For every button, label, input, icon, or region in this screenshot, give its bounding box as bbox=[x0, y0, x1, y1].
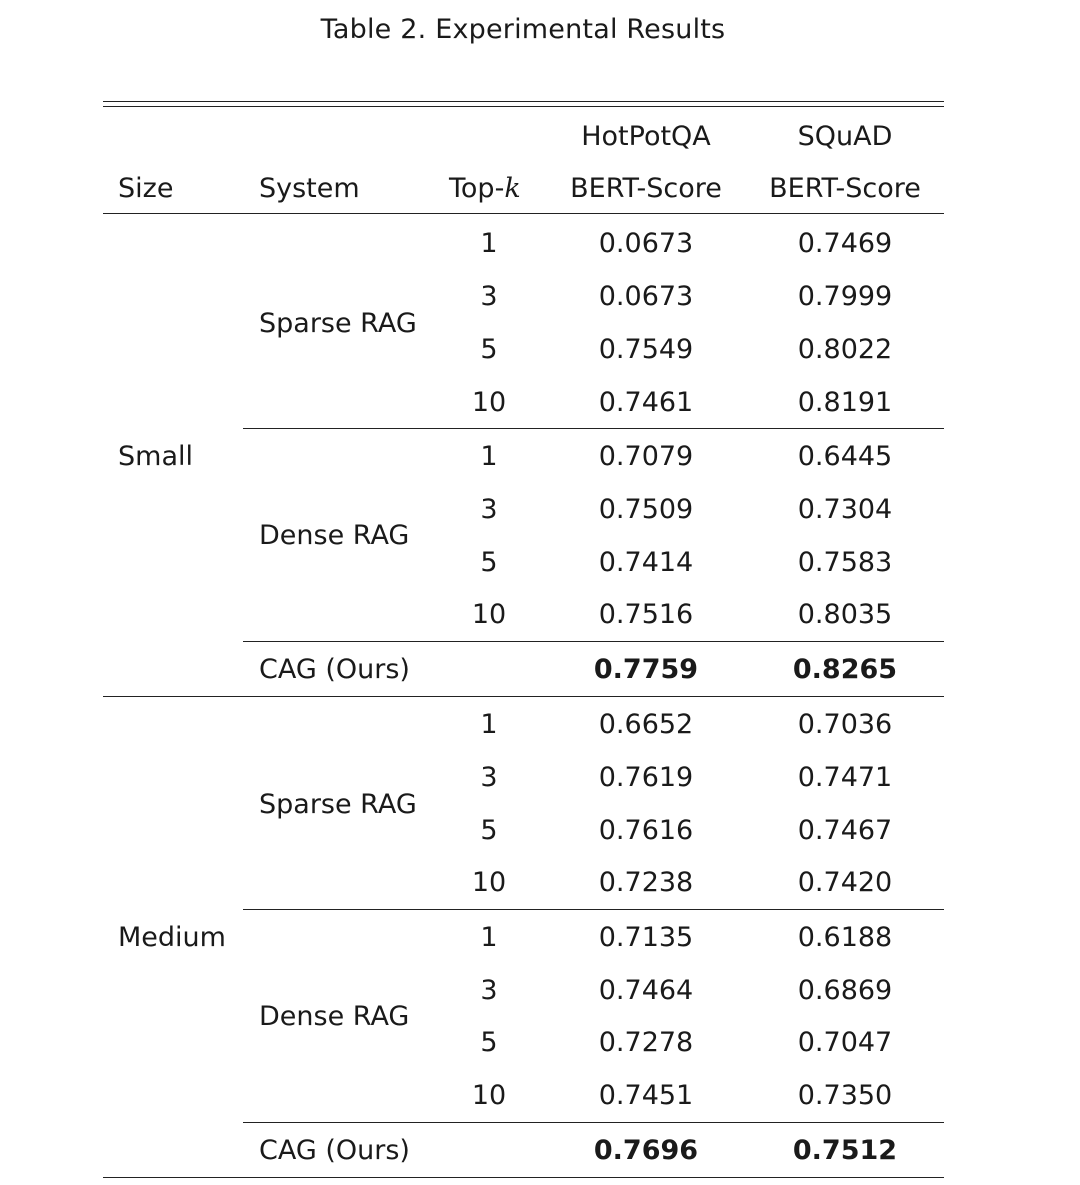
squad-score-cell: 0.8191 bbox=[797, 387, 893, 418]
header-hotpot-metric: BERT-Score bbox=[570, 173, 722, 204]
header-system: System bbox=[259, 173, 360, 204]
squad-score-cell: 0.7469 bbox=[797, 228, 893, 259]
header-topk bbox=[449, 173, 521, 205]
topk-cell: 3 bbox=[480, 494, 498, 525]
topk-cell: 3 bbox=[480, 762, 498, 793]
hotpot-score-cell: 0.7619 bbox=[598, 762, 694, 793]
squad-score-cell: 0.7047 bbox=[797, 1027, 893, 1058]
squad-score-cell-best: 0.7512 bbox=[792, 1135, 898, 1166]
system-divider-rule bbox=[243, 428, 944, 429]
squad-score-cell: 0.8035 bbox=[797, 599, 893, 630]
hotpot-score-cell: 0.7135 bbox=[598, 922, 694, 953]
system-label-dense-rag: Dense RAG bbox=[259, 520, 410, 551]
topk-cell: 3 bbox=[480, 975, 498, 1006]
topk-cell: 1 bbox=[480, 709, 498, 740]
hotpot-score-cell-best: 0.7759 bbox=[593, 654, 699, 685]
hotpot-score-cell: 0.7278 bbox=[598, 1027, 694, 1058]
hotpot-score-cell: 0.7509 bbox=[598, 494, 694, 525]
hotpot-score-cell: 0.7464 bbox=[598, 975, 694, 1006]
topk-cell: 3 bbox=[480, 281, 498, 312]
squad-score-cell: 0.8022 bbox=[797, 334, 893, 365]
squad-score-cell: 0.7420 bbox=[797, 867, 893, 898]
system-label-cag: CAG (Ours) bbox=[259, 654, 410, 685]
squad-score-cell: 0.7999 bbox=[797, 281, 893, 312]
header-squad-metric: BERT-Score bbox=[769, 173, 921, 204]
hotpot-score-cell: 0.7549 bbox=[598, 334, 694, 365]
table-caption: Table 2. Experimental Results bbox=[320, 14, 726, 45]
top-double-rule-lower bbox=[103, 106, 944, 107]
topk-cell: 10 bbox=[471, 387, 507, 418]
squad-score-cell: 0.7350 bbox=[797, 1080, 893, 1111]
squad-score-cell: 0.6188 bbox=[797, 922, 893, 953]
hotpot-score-cell: 0.7451 bbox=[598, 1080, 694, 1111]
hotpot-score-cell: 0.7079 bbox=[598, 441, 694, 472]
topk-cell: 1 bbox=[480, 441, 498, 472]
squad-score-cell: 0.7583 bbox=[797, 547, 893, 578]
system-divider-rule bbox=[243, 1122, 944, 1123]
header-size: Size bbox=[118, 173, 174, 204]
topk-cell: 5 bbox=[480, 1027, 498, 1058]
topk-cell: 1 bbox=[480, 228, 498, 259]
squad-score-cell: 0.6869 bbox=[797, 975, 893, 1006]
top-double-rule-upper bbox=[103, 101, 944, 102]
hotpot-score-cell-best: 0.7696 bbox=[593, 1135, 699, 1166]
header-topk-prefix: Top- bbox=[449, 173, 505, 204]
hotpot-score-cell: 0.6652 bbox=[598, 709, 694, 740]
topk-cell: 5 bbox=[480, 334, 498, 365]
topk-cell: 1 bbox=[480, 922, 498, 953]
squad-score-cell-best: 0.8265 bbox=[792, 654, 898, 685]
header-topk-variable: k bbox=[504, 173, 521, 204]
squad-score-cell: 0.6445 bbox=[797, 441, 893, 472]
topk-cell: 5 bbox=[480, 815, 498, 846]
hotpot-score-cell: 0.7238 bbox=[598, 867, 694, 898]
hotpot-score-cell: 0.7414 bbox=[598, 547, 694, 578]
hotpot-score-cell: 0.0673 bbox=[598, 228, 694, 259]
topk-cell: 10 bbox=[471, 1080, 507, 1111]
squad-score-cell: 0.7304 bbox=[797, 494, 893, 525]
table-bottom-rule bbox=[103, 1177, 944, 1178]
hotpot-score-cell: 0.7461 bbox=[598, 387, 694, 418]
system-label-sparse-rag: Sparse RAG bbox=[259, 789, 417, 820]
topk-cell: 10 bbox=[471, 599, 507, 630]
squad-score-cell: 0.7467 bbox=[797, 815, 893, 846]
topk-cell: 5 bbox=[480, 547, 498, 578]
hotpot-score-cell: 0.7616 bbox=[598, 815, 694, 846]
system-divider-rule bbox=[243, 641, 944, 642]
hotpot-score-cell: 0.7516 bbox=[598, 599, 694, 630]
header-bottom-rule bbox=[103, 213, 944, 214]
hotpot-score-cell: 0.0673 bbox=[598, 281, 694, 312]
group-divider-rule bbox=[103, 696, 944, 697]
header-squad-title: SQuAD bbox=[797, 121, 893, 152]
system-label-cag: CAG (Ours) bbox=[259, 1135, 410, 1166]
system-divider-rule bbox=[243, 909, 944, 910]
squad-score-cell: 0.7036 bbox=[797, 709, 893, 740]
squad-score-cell: 0.7471 bbox=[797, 762, 893, 793]
topk-cell: 10 bbox=[471, 867, 507, 898]
size-label-medium: Medium bbox=[118, 922, 226, 953]
system-label-dense-rag: Dense RAG bbox=[259, 1001, 410, 1032]
header-hotpot-title: HotPotQA bbox=[581, 121, 711, 152]
system-label-sparse-rag: Sparse RAG bbox=[259, 308, 417, 339]
size-label-small: Small bbox=[118, 441, 193, 472]
